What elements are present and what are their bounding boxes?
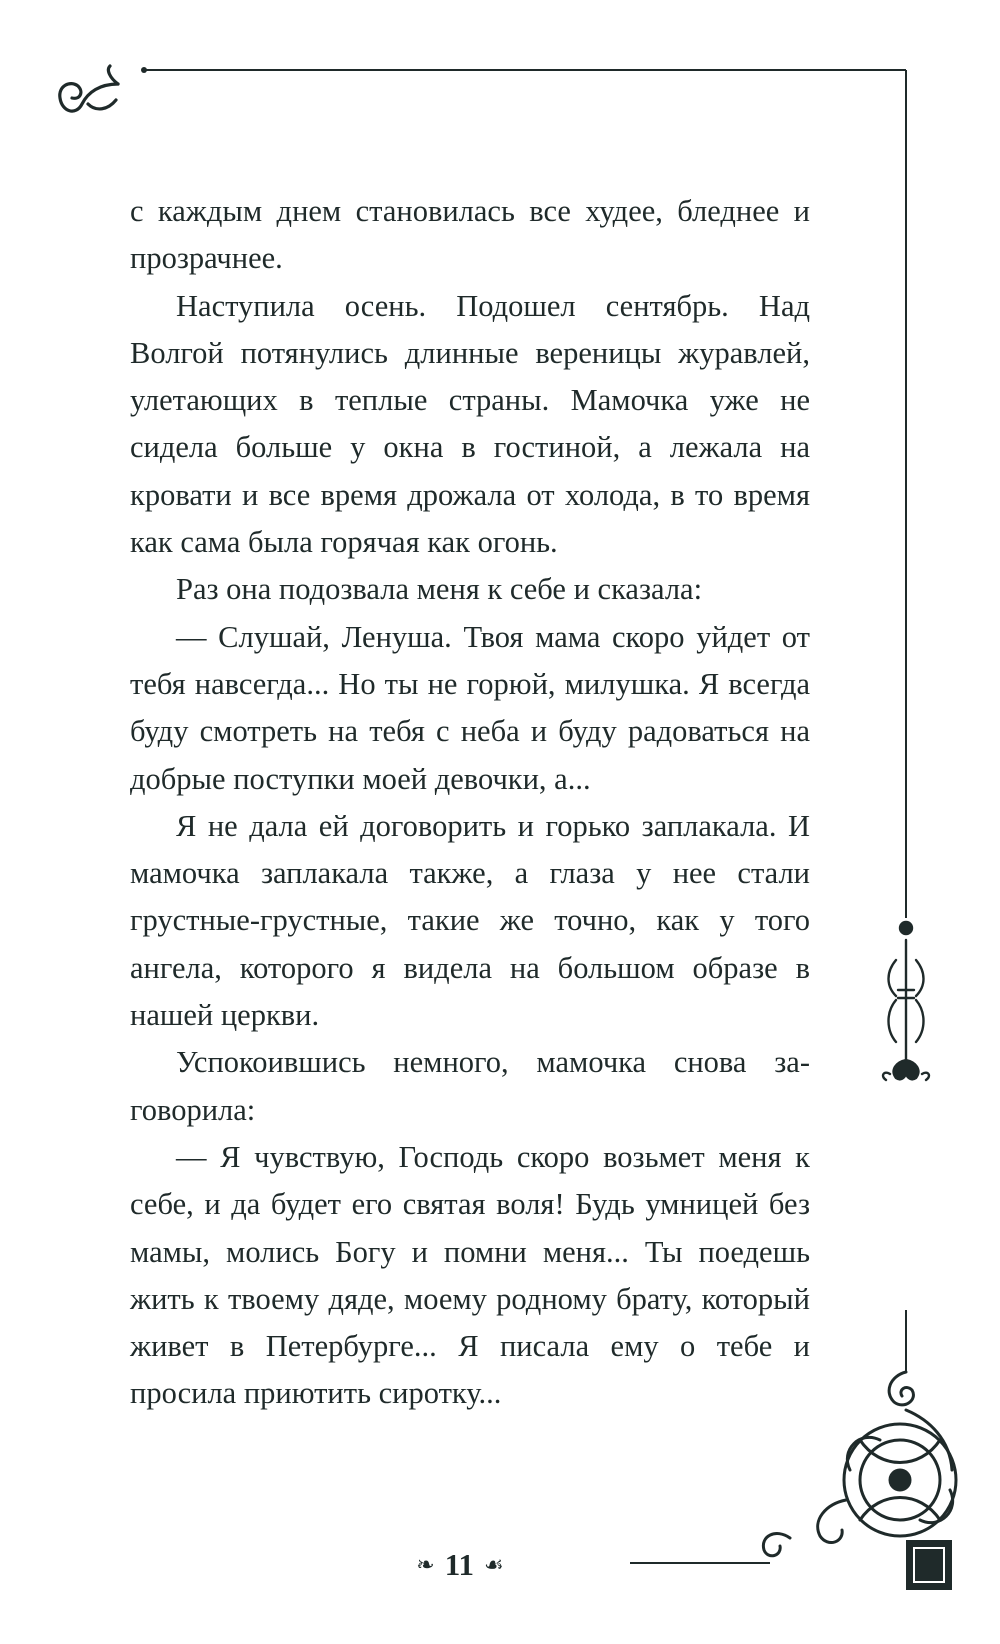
paragraph-1: с каждым днем становилась все худее, бледнее и прозрачнее. (130, 194, 810, 276)
paragraph-2: Наступила осень. Подошел сентябрь. Над Волгой потянулись длинные вереницы журавлей, улетающих в теплые страны. Мамочка уже не сидела больше у окна в гостиной, а лежала на кровати и все время дрожала от холода, в то время как сама была горячая как огонь. (130, 288, 810, 560)
page-number-footer (395, 1545, 525, 1585)
folio-left-ornament-icon: ❧ (416, 1552, 435, 1577)
paragraph-3: Раз она подозвала меня к себе и сказала: (176, 572, 703, 607)
paragraph-5: Я не дала ей договорить и горько заплакала. И мамочка заплакала также, а глаза у нее стали грустные-грустные, такие же точно, как у того ангела, которого я видела на большом образе в нашей церкви. (130, 808, 810, 1033)
right-middle-ornament-icon (883, 922, 929, 1080)
page-number: 11 (444, 1547, 474, 1582)
paragraph-6: Успокоившись немного, мамочка снова заговорила: (130, 1045, 810, 1127)
body-text (130, 188, 810, 1418)
folio-right-ornament-icon: ☙ (484, 1552, 504, 1577)
paragraph-4: — Слушай, Ленуша. Твоя мама скоро уйдет от тебя навсегда... Но ты не горюй, милушка. Я всегда буду смотреть на тебя с неба и буду радоваться на добрые поступки моей девочки, а... (130, 619, 810, 796)
paragraph-7: — Я чувствую, Господь скоро возьмет меня к себе, и да будет его святая воля! Будь умницей без мамы, молись Богу и помни меня... Ты поедешь жить к твоему дяде, моему родному брату, который живет в Петербурге... Я писала ему о тебе и просила приютить сиротку... (130, 1139, 810, 1411)
top-left-swirl-icon (60, 66, 118, 111)
top-rule-dot (141, 67, 147, 73)
